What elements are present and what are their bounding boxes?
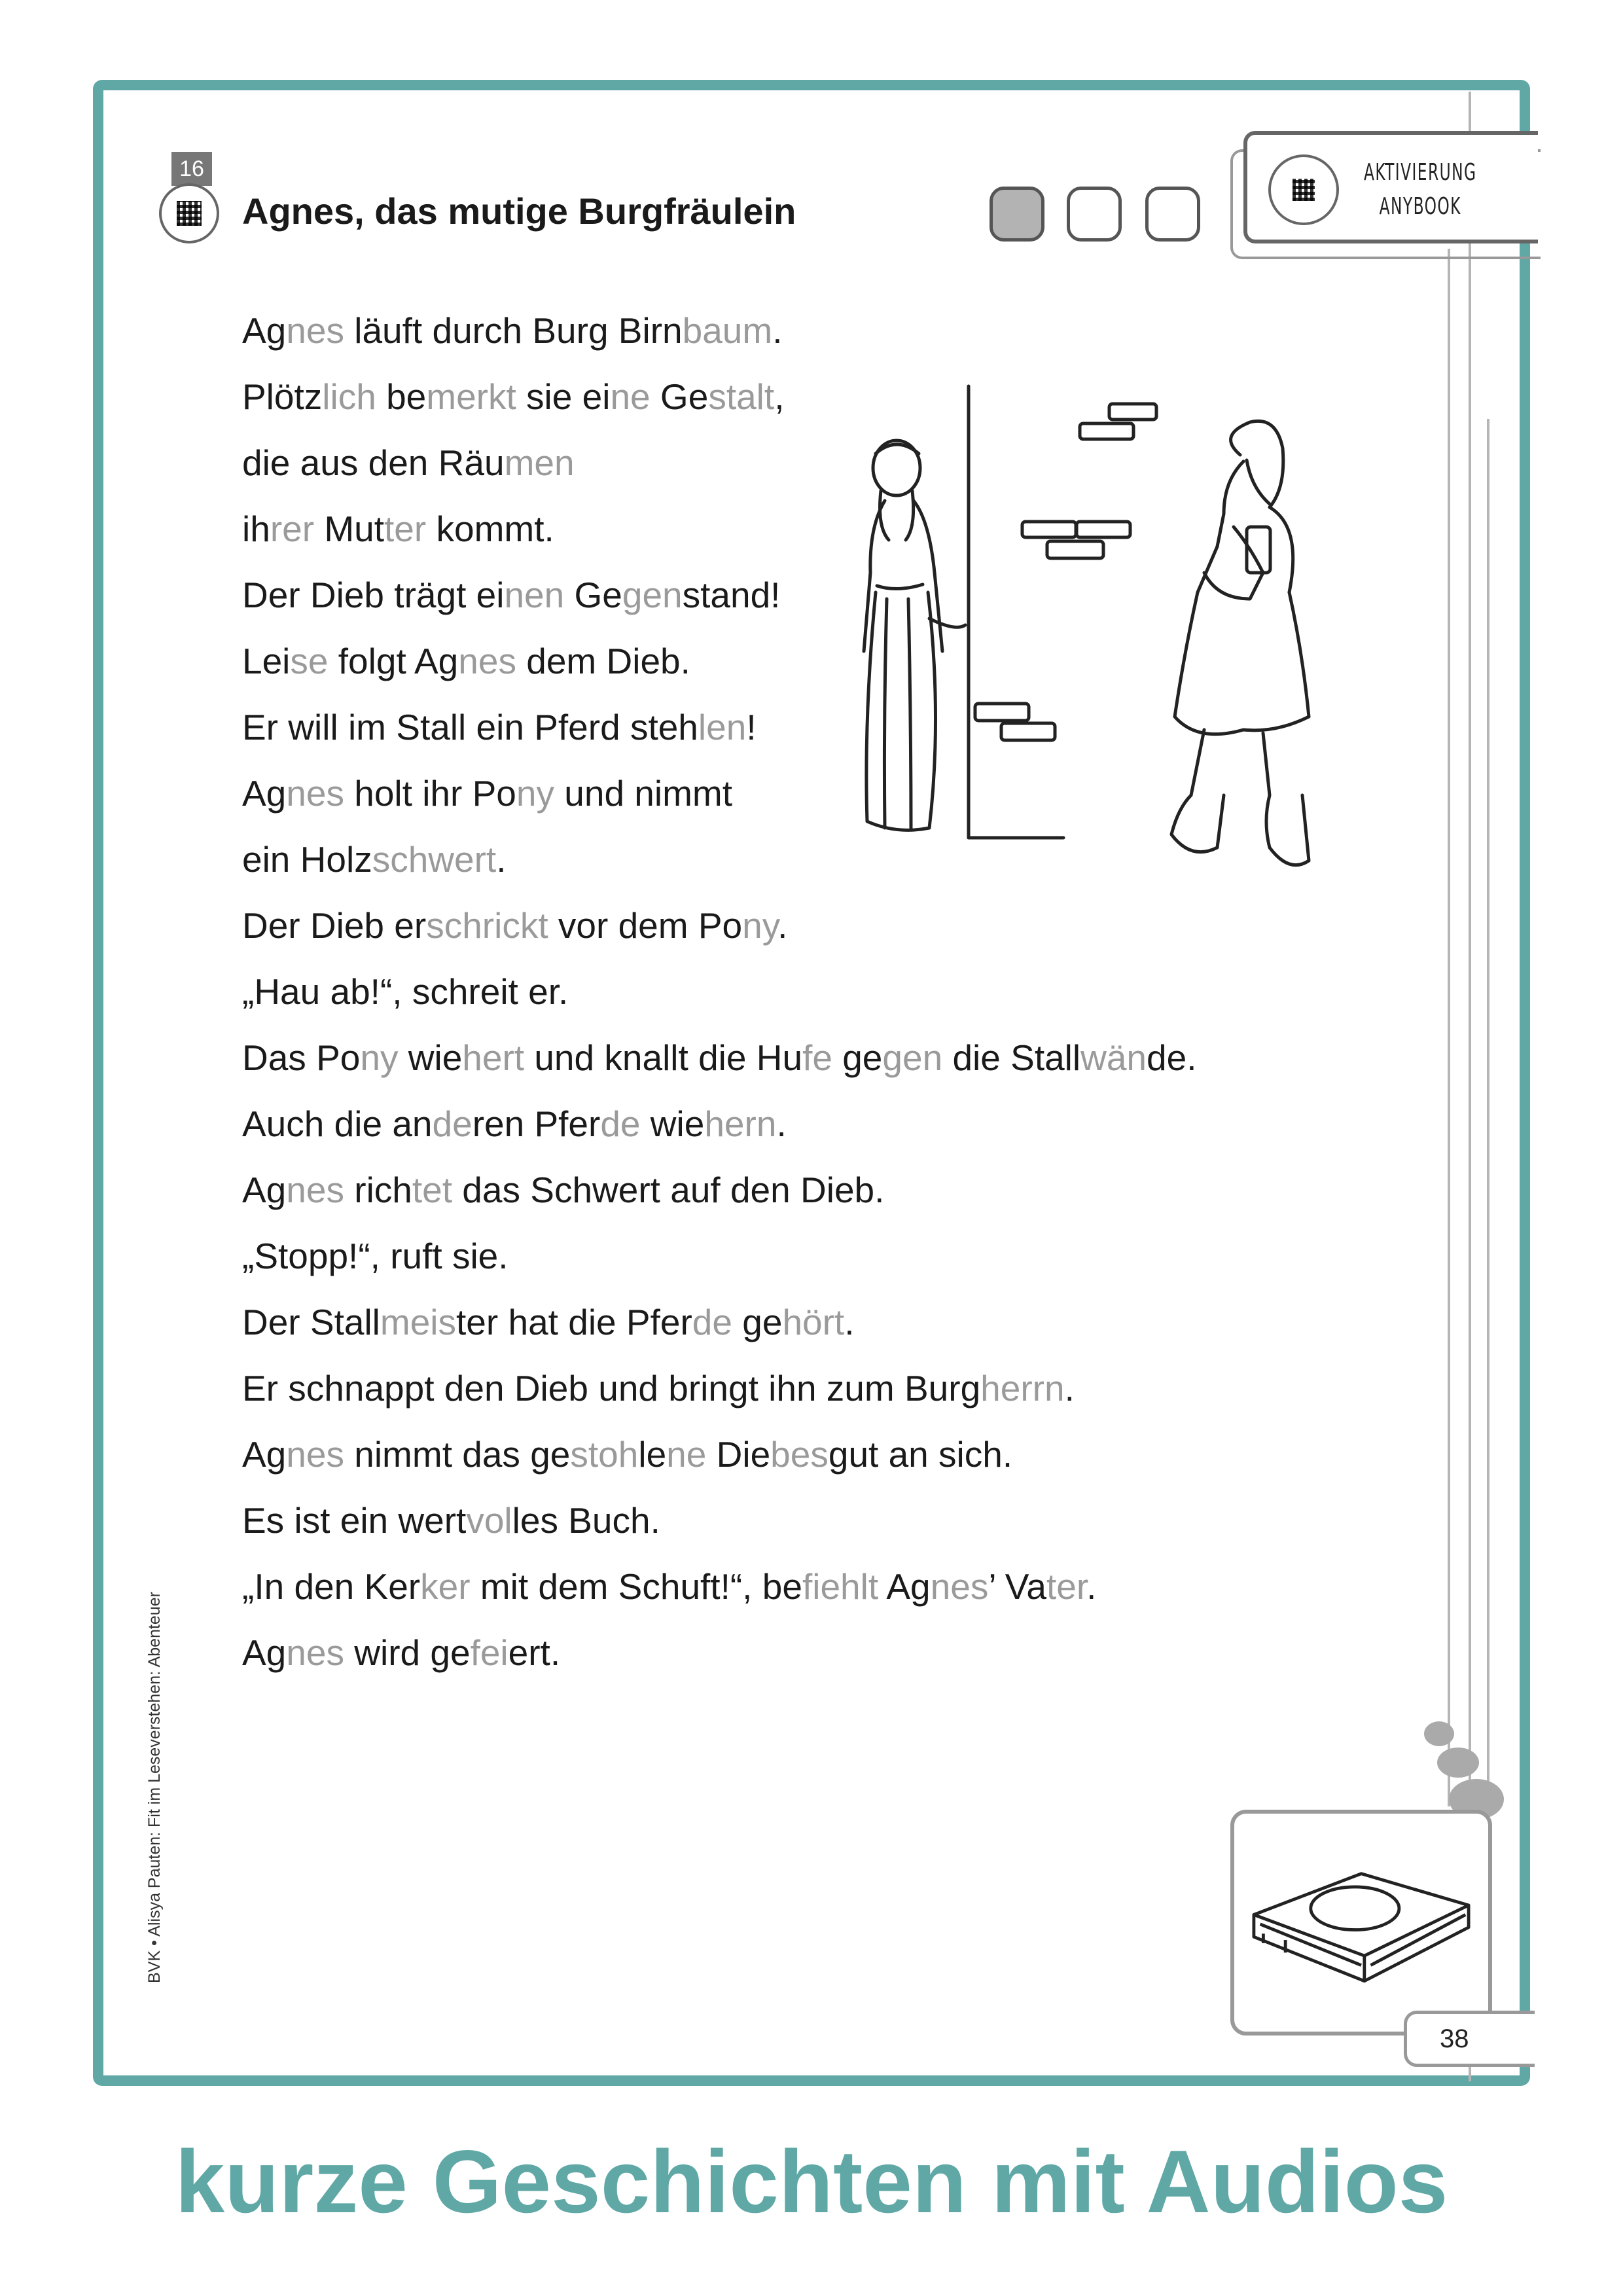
syllable-black: und nimmt: [554, 773, 733, 814]
page-title: Agnes, das mutige Burgfräulein: [242, 190, 796, 232]
syllable-black: sie ei: [516, 376, 611, 417]
syllable-gray: stalt: [708, 376, 775, 417]
syllable-gray: hert: [462, 1037, 525, 1078]
story-line: [242, 1289, 1197, 1355]
syllable-gray: tet: [412, 1170, 453, 1210]
audio-code-button[interactable]: [159, 183, 219, 243]
book-icon-box: [1230, 1810, 1492, 2036]
book-icon: [1234, 1814, 1488, 2032]
syllable-black: Ag: [878, 1566, 931, 1607]
syllable-black: Ge: [650, 376, 709, 417]
syllable-black: mit dem Schuft!“, be: [470, 1566, 802, 1607]
syllable-black: „Hau ab!“, schreit er.: [242, 971, 569, 1012]
syllable-gray: nes: [930, 1566, 989, 1607]
decorative-dot: [1437, 1748, 1479, 1778]
syllable-black: folgt Ag: [328, 641, 459, 681]
page-number: 38: [1404, 2011, 1535, 2067]
syllable-gray: ne: [610, 376, 651, 417]
syllable-gray: nes: [286, 1434, 344, 1475]
syllable-black: Der Stall: [242, 1302, 380, 1342]
syllable-gray: rer: [270, 509, 315, 549]
syllable-gray: ter: [1046, 1566, 1087, 1607]
syllable-black: Der Dieb er: [242, 905, 427, 946]
syllable-gray: de: [692, 1302, 732, 1342]
syllable-black: Ag: [242, 773, 287, 814]
story-line: [242, 959, 1197, 1025]
syllable-black: „Stopp!“, ruft sie.: [242, 1236, 508, 1276]
story-line: [242, 1620, 1197, 1686]
syllable-black: le: [638, 1434, 667, 1475]
syllable-gray: nen: [504, 575, 565, 615]
syllable-gray: vol: [466, 1500, 512, 1541]
illustration-agnes-and-thief: [851, 376, 1407, 920]
syllable-black: .: [1086, 1566, 1097, 1607]
syllable-black: .: [1064, 1368, 1075, 1408]
syllable-black: ,: [774, 376, 785, 417]
syllable-black: !: [746, 707, 757, 747]
difficulty-box-2: [1067, 187, 1122, 242]
syllable-gray: lich: [322, 376, 376, 417]
qr-code-icon: [177, 201, 202, 226]
syllable-gray: gen: [622, 575, 683, 615]
story-line: [242, 1091, 1197, 1157]
activation-label: AKTIVIERUNG ANYBOOK: [1364, 159, 1477, 220]
syllable-gray: fei: [470, 1632, 508, 1673]
syllable-gray: stoh: [570, 1434, 639, 1475]
syllable-black: ter hat die Pfer: [456, 1302, 692, 1342]
syllable-black: dem Dieb.: [516, 641, 690, 681]
syllable-black: be: [376, 376, 427, 417]
syllable-black: Mut: [314, 509, 385, 549]
syllable-black: läuft durch Burg Birn: [344, 310, 683, 351]
syllable-gray: nes: [458, 641, 516, 681]
syllable-black: ge: [832, 1037, 883, 1078]
syllable-gray: ker: [420, 1566, 471, 1607]
syllable-black: ’ Va: [988, 1566, 1046, 1607]
syllable-gray: fiehlt: [802, 1566, 879, 1607]
syllable-black: Er schnappt den Dieb und bringt ihn zum Burg: [242, 1368, 981, 1408]
syllable-black: kommt.: [426, 509, 554, 549]
decorative-line: [1448, 249, 1450, 1806]
difficulty-box-1: [990, 187, 1044, 242]
syllable-black: ren Pfer: [472, 1103, 601, 1144]
syllable-black: les Buch.: [512, 1500, 660, 1541]
syllable-gray: nes: [286, 773, 344, 814]
story-line: [242, 298, 1197, 364]
syllable-gray: herrn: [980, 1368, 1065, 1408]
syllable-black: .: [496, 839, 507, 880]
syllable-black: „In den Ker: [242, 1566, 421, 1607]
syllable-gray: de: [432, 1103, 473, 1144]
syllable-black: ein Holz: [242, 839, 372, 880]
syllable-black: Ag: [242, 310, 287, 351]
syllable-black: ert.: [508, 1632, 561, 1673]
page-badge: 16: [171, 152, 212, 186]
story-line: [242, 1157, 1197, 1223]
syllable-black: Der Dieb trägt ei: [242, 575, 505, 615]
syllable-gray: ter: [384, 509, 427, 549]
syllable-black: Ag: [242, 1434, 287, 1475]
story-line: [242, 1422, 1197, 1488]
syllable-black: .: [844, 1302, 855, 1342]
syllable-black: Ag: [242, 1170, 287, 1210]
story-line: [242, 1488, 1197, 1554]
syllable-gray: ny: [360, 1037, 399, 1078]
syllable-black: und knallt die Hu: [524, 1037, 803, 1078]
syllable-black: ge: [732, 1302, 783, 1342]
syllable-gray: se: [290, 641, 329, 681]
syllable-gray: fe: [802, 1037, 832, 1078]
activation-code-icon: [1268, 154, 1339, 225]
syllable-black: Plötz: [242, 376, 323, 417]
syllable-gray: hört: [782, 1302, 845, 1342]
syllable-gray: men: [504, 442, 575, 483]
syllable-black: die Stall: [942, 1037, 1081, 1078]
syllable-black: wird ge: [344, 1632, 471, 1673]
syllable-gray: meis: [380, 1302, 457, 1342]
syllable-black: Ag: [242, 1632, 287, 1673]
syllable-gray: baum: [682, 310, 773, 351]
syllable-gray: ny: [516, 773, 554, 814]
story-line: [242, 1355, 1197, 1422]
syllable-black: .: [776, 1103, 787, 1144]
syllable-gray: nes: [286, 1632, 344, 1673]
syllable-gray: wän: [1080, 1037, 1147, 1078]
syllable-gray: nes: [286, 310, 344, 351]
syllable-black: stand!: [682, 575, 781, 615]
syllable-black: de.: [1147, 1037, 1197, 1078]
syllable-black: vor dem Po: [548, 905, 743, 946]
syllable-black: die aus den Räu: [242, 442, 505, 483]
syllable-black: Das Po: [242, 1037, 361, 1078]
syllable-black: holt ihr Po: [344, 773, 516, 814]
syllable-gray: schwert: [372, 839, 497, 880]
syllable-black: Lei: [242, 641, 291, 681]
syllable-gray: gen: [882, 1037, 943, 1078]
syllable-black: Die: [706, 1434, 771, 1475]
decorative-line: [1487, 419, 1489, 1806]
syllable-black: .: [772, 310, 783, 351]
syllable-black: rich: [344, 1170, 412, 1210]
syllable-black: .: [777, 905, 788, 946]
sidebar-credit: BVK • Alisya Pauten: Fit im Leseverstehen: Abenteuer: [145, 1592, 164, 1983]
syllable-black: nimmt das ge: [344, 1434, 571, 1475]
syllable-black: Es ist ein wert: [242, 1500, 467, 1541]
syllable-gray: schrickt: [426, 905, 548, 946]
story-line: [242, 1554, 1197, 1620]
story-line: [242, 1025, 1197, 1091]
story-line: [242, 1223, 1197, 1289]
syllable-gray: merkt: [426, 376, 516, 417]
syllable-black: Er will im Stall ein Pferd steh: [242, 707, 698, 747]
syllable-black: Auch die an: [242, 1103, 433, 1144]
syllable-gray: len: [698, 707, 747, 747]
syllable-gray: nes: [286, 1170, 344, 1210]
syllable-black: gut an sich.: [828, 1434, 1013, 1475]
activation-anybook-tab[interactable]: [1243, 131, 1538, 243]
difficulty-box-3: [1145, 187, 1200, 242]
syllable-black: ih: [242, 509, 270, 549]
bottom-caption: kurze Geschichten mit Audios: [175, 2132, 1448, 2231]
syllable-gray: ne: [666, 1434, 707, 1475]
syllable-gray: hern: [704, 1103, 777, 1144]
syllable-black: wie: [398, 1037, 463, 1078]
decorative-dot: [1424, 1721, 1454, 1746]
syllable-black: Ge: [564, 575, 622, 615]
syllable-gray: ny: [742, 905, 778, 946]
syllable-gray: de: [600, 1103, 641, 1144]
syllable-black: das Schwert auf den Dieb.: [452, 1170, 885, 1210]
syllable-black: wie: [640, 1103, 705, 1144]
syllable-gray: bes: [770, 1434, 829, 1475]
